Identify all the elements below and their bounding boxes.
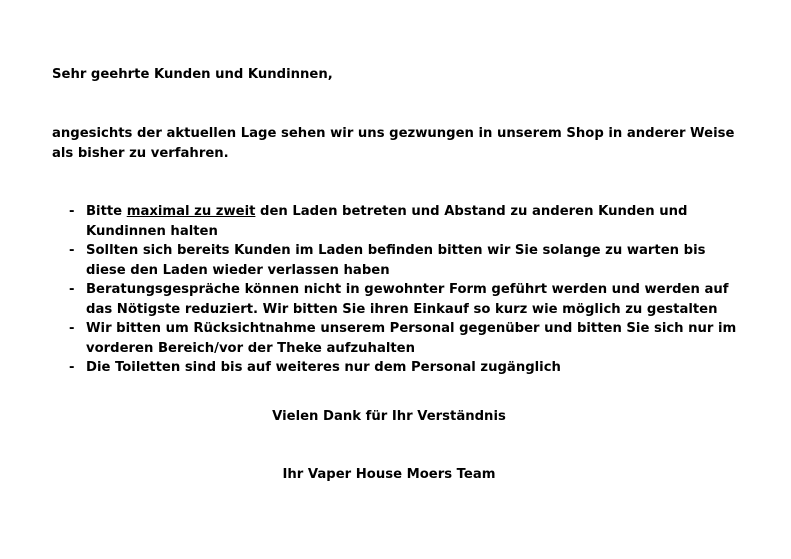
rule-item-1	[52, 202, 742, 241]
intro-paragraph: angesichts der aktuellen Lage sehen wir uns gezwungen in unserem Shop in anderer Weise als bisher zu verfahren.	[52, 126, 735, 161]
rules-list	[52, 202, 742, 378]
rule-1-text-end: den Laden betreten und Abstand zu anderen Kunden und Kundinnen halten	[86, 204, 688, 239]
rule-2-text: Sollten sich bereits Kunden im Laden befinden bitten wir Sie solange zu warten bis diese den Laden wieder verlassen haben	[86, 243, 706, 278]
bullet-dash: -	[69, 243, 75, 258]
bullet-dash: -	[69, 282, 75, 297]
rule-4-text: Wir bitten um Rücksichtnahme unserem Personal gegenüber und bitten Sie sich nur im vorderen Bereich/vor der Theke aufzuhalten	[86, 321, 737, 356]
rule-3-text: Beratungsgespräche können nicht in gewohnter Form geführt werden und werden auf das Nötigste reduziert. Wir bitten Sie ihren Einkauf so kurz wie möglich zu gestalten	[86, 282, 729, 317]
bullet-dash: -	[69, 321, 75, 336]
rule-item-3	[52, 280, 742, 319]
rule-item-2	[52, 241, 742, 280]
rule-5-text: Die Toiletten sind bis auf weiteres nur dem Personal zugänglich	[86, 360, 561, 375]
signature-line: Ihr Vaper House Moers Team	[282, 467, 496, 482]
rule-1-emphasis: maximal zu zweit	[126, 204, 256, 219]
salutation: Sehr geehrte Kunden und Kundinnen,	[52, 67, 333, 82]
thanks-line: Vielen Dank für Ihr Verständnis	[272, 409, 506, 424]
rule-item-5	[52, 358, 742, 378]
rule-1-text-start: Bitte	[86, 204, 127, 219]
bullet-dash: -	[69, 360, 75, 375]
rule-item-4	[52, 319, 742, 358]
bullet-dash: -	[69, 204, 75, 219]
